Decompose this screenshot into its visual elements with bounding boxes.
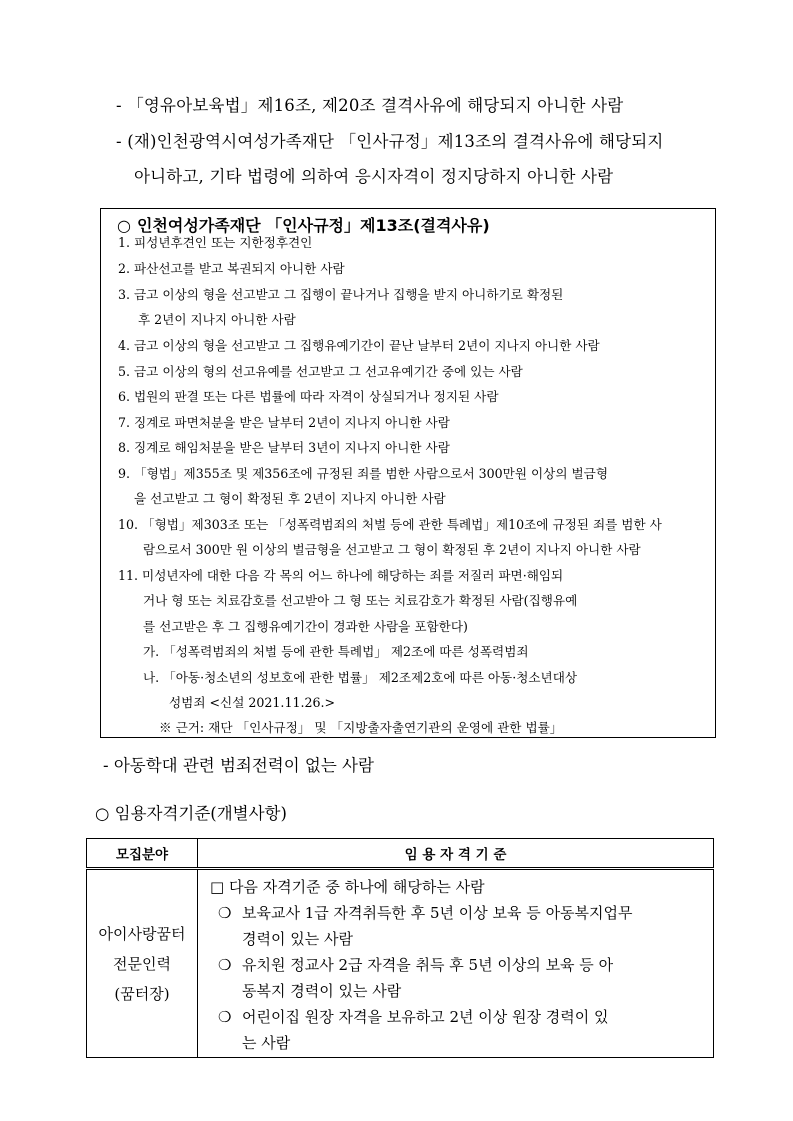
child-abuse-requirement: - 아동학대 관련 범죄전력이 없는 사람 xyxy=(103,756,374,775)
criteria-intro: □ 다음 자격기준 중 하나에 해당하는 사람 xyxy=(210,878,485,896)
eligibility-line-1: - 「영유아보육법」제16조, 제20조 결격사유에 해당되지 아니한 사람 xyxy=(116,96,624,115)
disqualification-item: 1. 피성년후견인 또는 지한정후견인 xyxy=(118,235,313,250)
field-name-line: (꿈터장) xyxy=(114,984,170,1003)
disqualification-item: 6. 법원의 판결 또는 다른 법률에 따라 자격이 상실되거나 정지된 사람 xyxy=(118,389,499,404)
criteria-item: ❍ 어린이집 원장 자격을 보유하고 2년 이상 원장 경력이 있 xyxy=(218,1008,609,1026)
disqualification-item-continued: 을 선고받고 그 형이 확정된 후 2년이 지나지 아니한 사람 xyxy=(134,491,446,506)
header-recruitment-field: 모집분야 xyxy=(87,839,198,869)
bullet-icon: ❍ xyxy=(218,956,232,974)
eligibility-line-2: - (재)인천광역시여성가족재단 「인사규정」제13조의 결격사유에 해당되지 xyxy=(116,132,664,151)
box-title-text: 인천여성가족재단 「인사규정」제13조(결격사유) xyxy=(136,216,490,235)
disqualification-item: 7. 징계로 파면처분을 받은 날부터 2년이 지나지 아니한 사람 xyxy=(118,415,450,430)
disqualification-item: 11. 미성년자에 대한 다음 각 목의 어느 하나에 해당하는 죄를 저질러 파면·해임되 xyxy=(118,568,564,583)
criteria-cell xyxy=(198,869,714,1058)
disqualification-item: 9. 「형법」제355조 및 제356조에 규정된 죄를 범한 사람으로서 300만원 이상의 벌금형 xyxy=(118,466,608,481)
circle-icon: ○ xyxy=(117,216,131,235)
bullet-icon: ❍ xyxy=(218,904,232,922)
disqualification-item: 4. 금고 이상의 형을 선고받고 그 집행유예기간이 끝난 날부터 2년이 지나지 아니한 사람 xyxy=(118,338,600,353)
disqualification-item: 2. 파산선고를 받고 복권되지 아니한 사람 xyxy=(118,261,345,276)
disqualification-item-continued: 를 선고받은 후 그 집행유예기간이 경과한 사람을 포함한다) xyxy=(143,619,468,634)
disqualification-item: 10. 「형법」제303조 또는 「성폭력범죄의 처벌 등에 관한 특례법」제10조에 규정된 죄를 범한 사 xyxy=(118,517,662,532)
disqualification-item-continued: 람으로서 300만 원 이상의 벌금형을 선고받고 그 형이 확정된 후 2년이 지나지 아니한 사람 xyxy=(143,542,641,557)
box-title xyxy=(117,213,490,236)
criteria-item-continued: 경력이 있는 사람 xyxy=(242,930,353,948)
disqualification-item-continued: 거나 형 또는 치료감호를 선고받아 그 형 또는 치료감호가 확정된 사람(집행유예 xyxy=(143,593,578,608)
legal-basis-note: ※ 근거: 재단 「인사규정」 및 「지방출자출연기관의 운영에 관한 법률」 xyxy=(159,720,563,735)
criteria-item-continued: 동복지 경력이 있는 사람 xyxy=(242,982,402,1000)
disqualification-subitem: 나. 「아동·청소년의 성보호에 관한 법률」 제2조제2호에 따른 아동·청소년대상 xyxy=(143,670,578,685)
section-heading-criteria: ○ 임용자격기준(개별사항) xyxy=(95,804,287,823)
eligibility-line-3: 아니하고, 기타 법령에 의하여 응시자격이 정지당하지 아니한 사람 xyxy=(134,167,614,186)
disqualification-subitem-continued: 성범죄 <신설 2021.11.26.> xyxy=(169,695,336,710)
criteria-item: ❍ 보육교사 1급 자격취득한 후 5년 이상 보육 등 아동복지업무 xyxy=(218,904,633,922)
field-name-line: 전문인력 xyxy=(113,954,171,973)
disqualification-item-continued: 후 2년이 지나지 아니한 사람 xyxy=(138,312,296,327)
disqualification-subitem: 가. 「성폭력범죄의 처벌 등에 관한 특례법」 제2조에 따른 성폭력범죄 xyxy=(143,644,529,659)
disqualification-box xyxy=(100,208,716,738)
criteria-item-continued: 는 사람 xyxy=(242,1034,291,1052)
recruitment-field-cell xyxy=(87,869,198,1058)
disqualification-item: 3. 금고 이상의 형을 선고받고 그 집행이 끝나거나 집행을 받지 아니하기로 확정된 xyxy=(118,287,564,302)
disqualification-item: 8. 징계로 해임처분을 받은 날부터 3년이 지나지 아니한 사람 xyxy=(118,440,450,455)
qualification-table xyxy=(86,838,714,1058)
disqualification-item: 5. 금고 이상의 형의 선고유예를 선고받고 그 선고유예기간 중에 있는 사람 xyxy=(118,364,523,379)
field-name-line: 아이사랑꿈터 xyxy=(98,924,186,943)
header-qualification-criteria: 임 용 자 격 기 준 xyxy=(198,839,714,869)
criteria-item: ❍ 유치원 정교사 2급 자격을 취득 후 5년 이상의 보육 등 아 xyxy=(218,956,614,974)
bullet-icon: ❍ xyxy=(218,1008,232,1026)
